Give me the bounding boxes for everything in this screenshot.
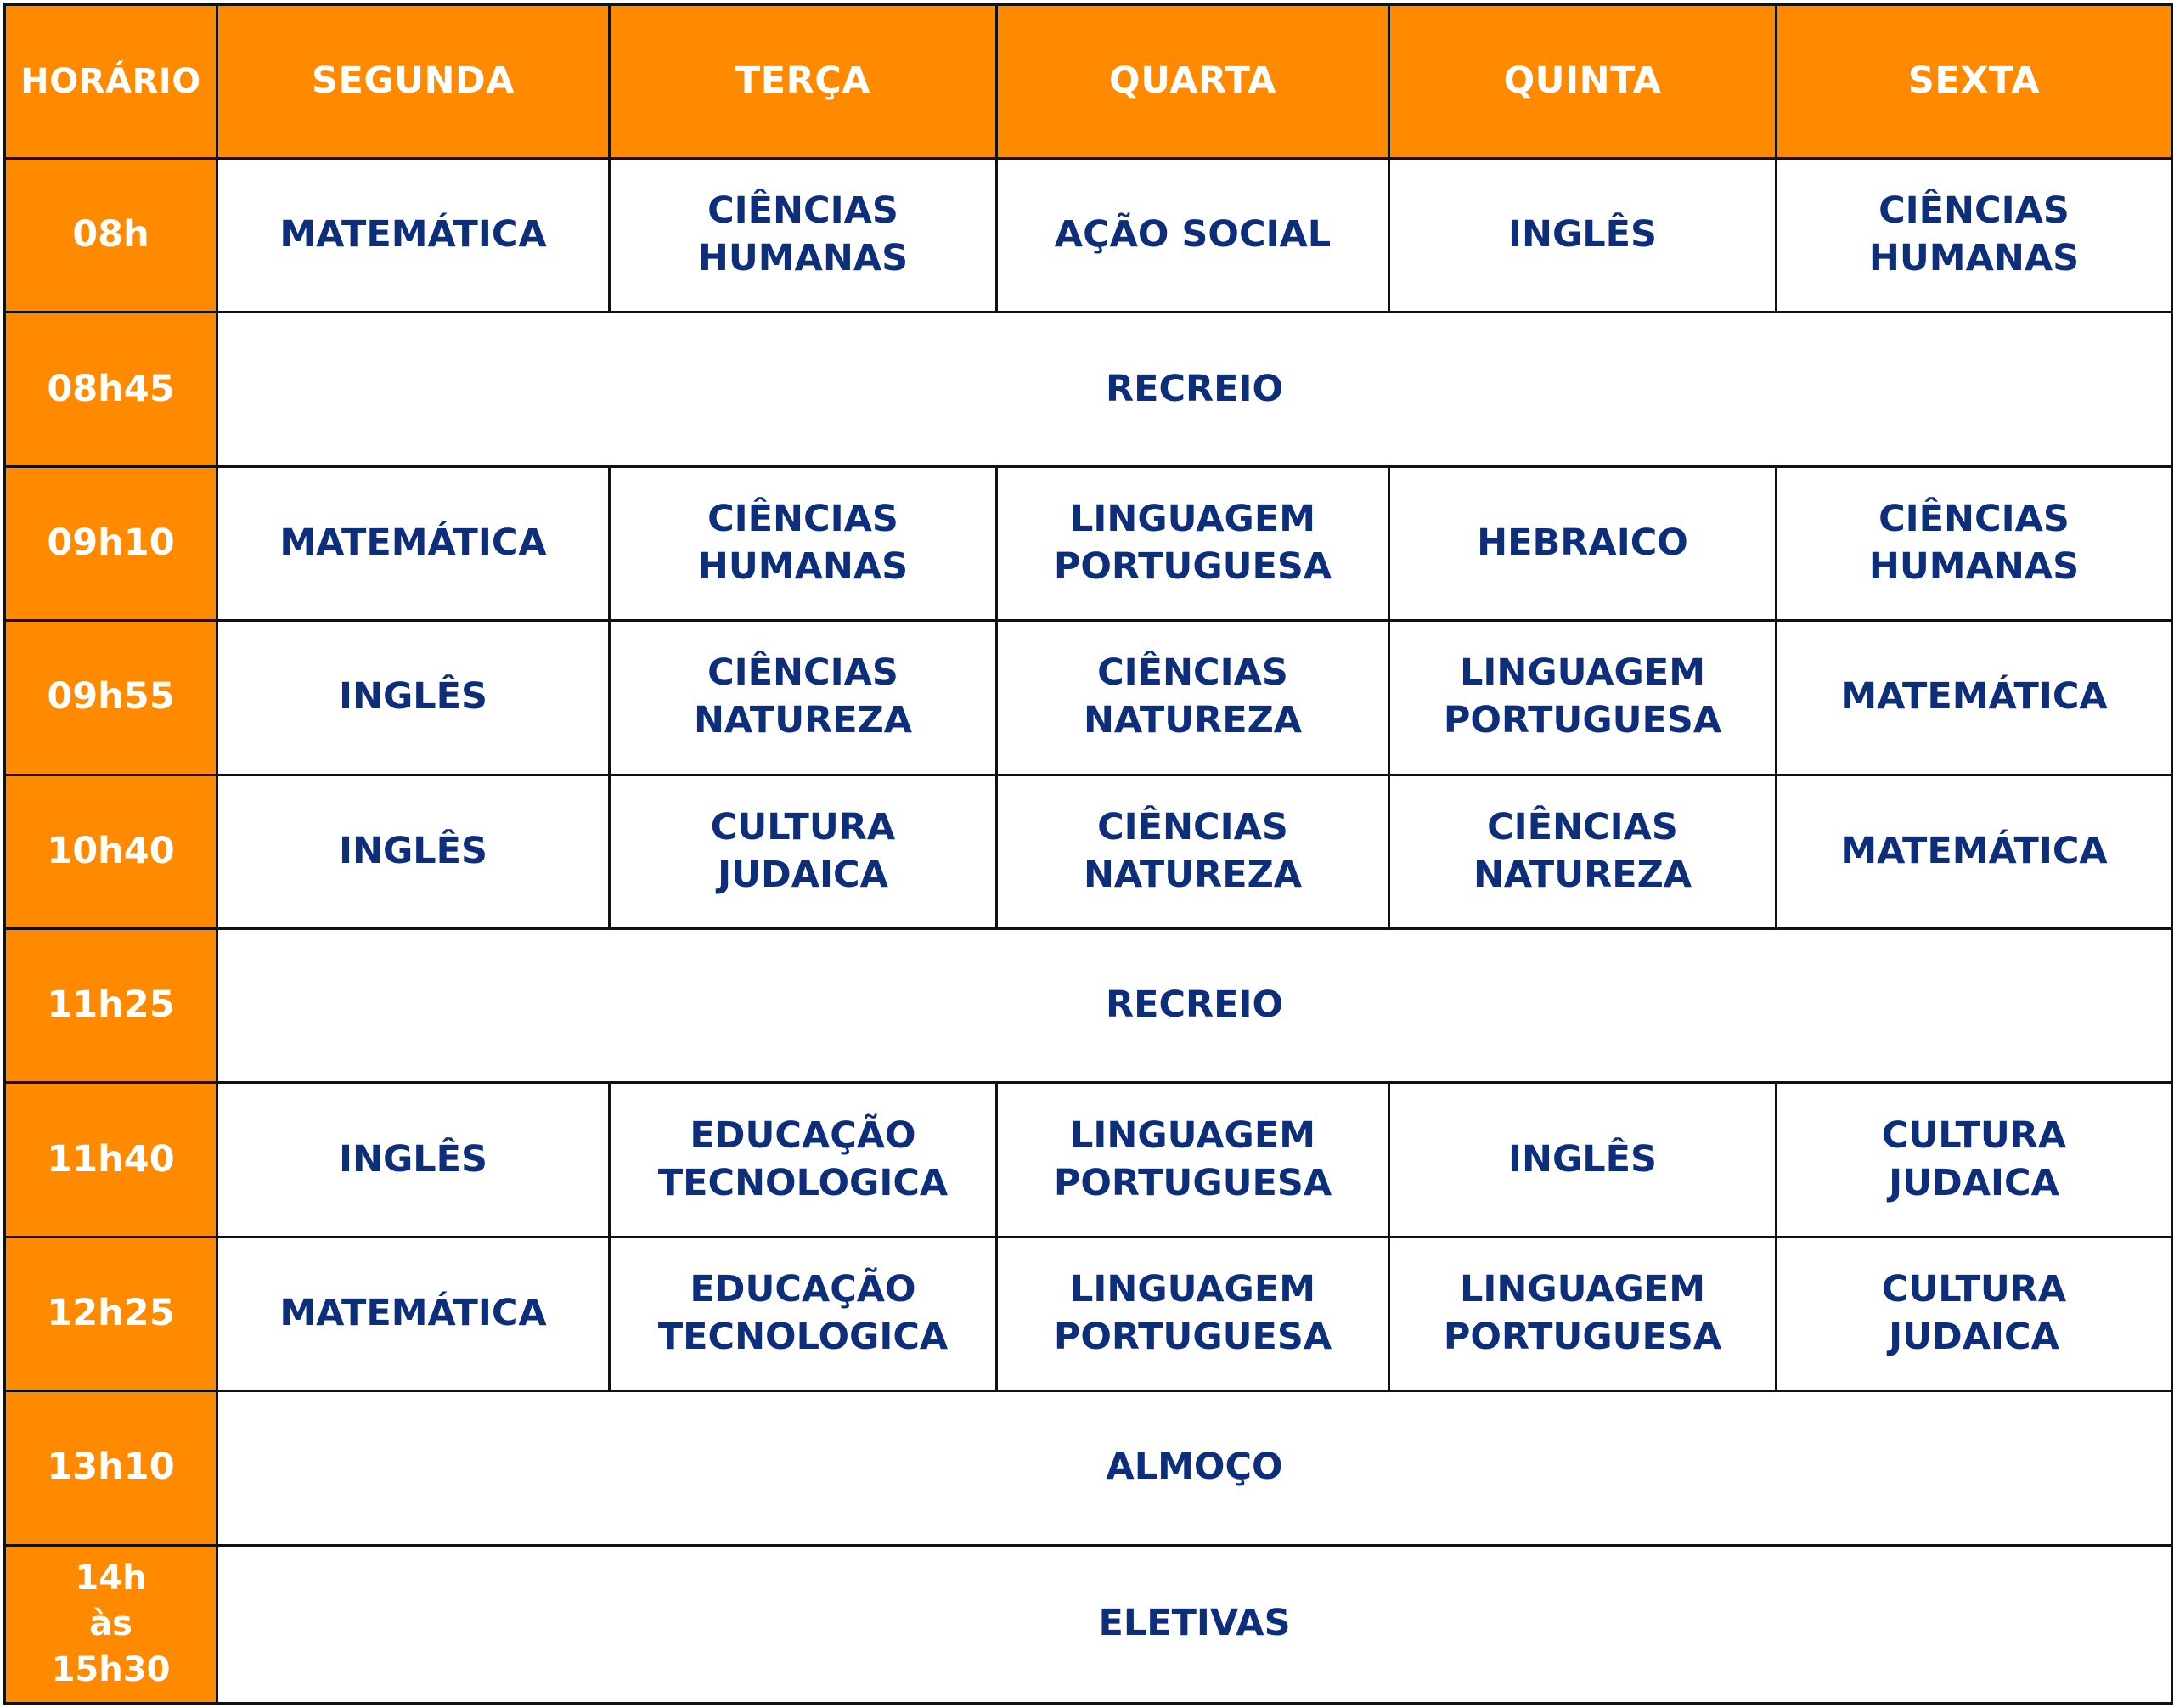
subject-cell: CIÊNCIAS NATUREZA [610, 621, 997, 775]
subject-cell: LINGUAGEM PORTUGUESA [1389, 1237, 1777, 1390]
day-header-wednesday: QUARTA [997, 5, 1389, 159]
break-cell: RECREIO [217, 928, 2172, 1082]
time-cell: 14h às 15h30 [5, 1545, 217, 1703]
schedule-row [5, 1237, 2172, 1390]
subject-cell: CIÊNCIAS HUMANAS [1777, 466, 2172, 620]
subject-cell: CIÊNCIAS NATUREZA [997, 621, 1389, 775]
schedule-row [5, 775, 2172, 928]
subject-cell: CULTURA JUDAICA [1777, 1237, 2172, 1390]
schedule-row [5, 621, 2172, 775]
header-row [5, 5, 2172, 159]
time-cell: 12h25 [5, 1237, 217, 1390]
subject-cell: MATEMÁTICA [217, 159, 610, 313]
schedule-row [5, 1083, 2172, 1237]
break-row [5, 1545, 2172, 1703]
subject-cell: AÇÃO SOCIAL [997, 159, 1389, 313]
subject-cell: CULTURA JUDAICA [1777, 1083, 2172, 1237]
day-header-monday: SEGUNDA [217, 5, 610, 159]
subject-cell: EDUCAÇÃO TECNOLOGICA [610, 1083, 997, 1237]
break-cell: ELETIVAS [217, 1545, 2172, 1703]
day-header-friday: SEXTA [1777, 5, 2172, 159]
subject-cell: MATEMÁTICA [1777, 621, 2172, 775]
break-row [5, 1391, 2172, 1545]
break-cell: ALMOÇO [217, 1391, 2172, 1545]
class-schedule-table [3, 3, 2173, 1705]
subject-cell: INGLÊS [217, 621, 610, 775]
subject-cell: LINGUAGEM PORTUGUESA [1389, 621, 1777, 775]
subject-cell: LINGUAGEM PORTUGUESA [997, 1083, 1389, 1237]
subject-cell: CIÊNCIAS HUMANAS [1777, 159, 2172, 313]
subject-cell: EDUCAÇÃO TECNOLOGICA [610, 1237, 997, 1390]
break-cell: RECREIO [217, 313, 2172, 466]
subject-cell: INGLÊS [1389, 159, 1777, 313]
time-cell: 13h10 [5, 1391, 217, 1545]
subject-cell: CIÊNCIAS NATUREZA [997, 775, 1389, 928]
break-row [5, 313, 2172, 466]
subject-cell: CIÊNCIAS HUMANAS [610, 159, 997, 313]
subject-cell: LINGUAGEM PORTUGUESA [997, 1237, 1389, 1390]
time-cell: 10h40 [5, 775, 217, 928]
time-cell: 11h25 [5, 928, 217, 1082]
subject-cell: LINGUAGEM PORTUGUESA [997, 466, 1389, 620]
time-cell: 11h40 [5, 1083, 217, 1237]
subject-cell: INGLÊS [1389, 1083, 1777, 1237]
time-cell: 09h10 [5, 466, 217, 620]
day-header-thursday: QUINTA [1389, 5, 1777, 159]
subject-cell: INGLÊS [217, 1083, 610, 1237]
time-cell: 08h45 [5, 313, 217, 466]
break-row [5, 928, 2172, 1082]
time-column-header: HORÁRIO [5, 5, 217, 159]
schedule-row [5, 466, 2172, 620]
time-cell: 09h55 [5, 621, 217, 775]
time-cell: 08h [5, 159, 217, 313]
subject-cell: MATEMÁTICA [1777, 775, 2172, 928]
subject-cell: CULTURA JUDAICA [610, 775, 997, 928]
schedule-row [5, 159, 2172, 313]
subject-cell: MATEMÁTICA [217, 1237, 610, 1390]
subject-cell: CIÊNCIAS NATUREZA [1389, 775, 1777, 928]
day-header-tuesday: TERÇA [610, 5, 997, 159]
subject-cell: INGLÊS [217, 775, 610, 928]
subject-cell: HEBRAICO [1389, 466, 1777, 620]
subject-cell: CIÊNCIAS HUMANAS [610, 466, 997, 620]
subject-cell: MATEMÁTICA [217, 466, 610, 620]
